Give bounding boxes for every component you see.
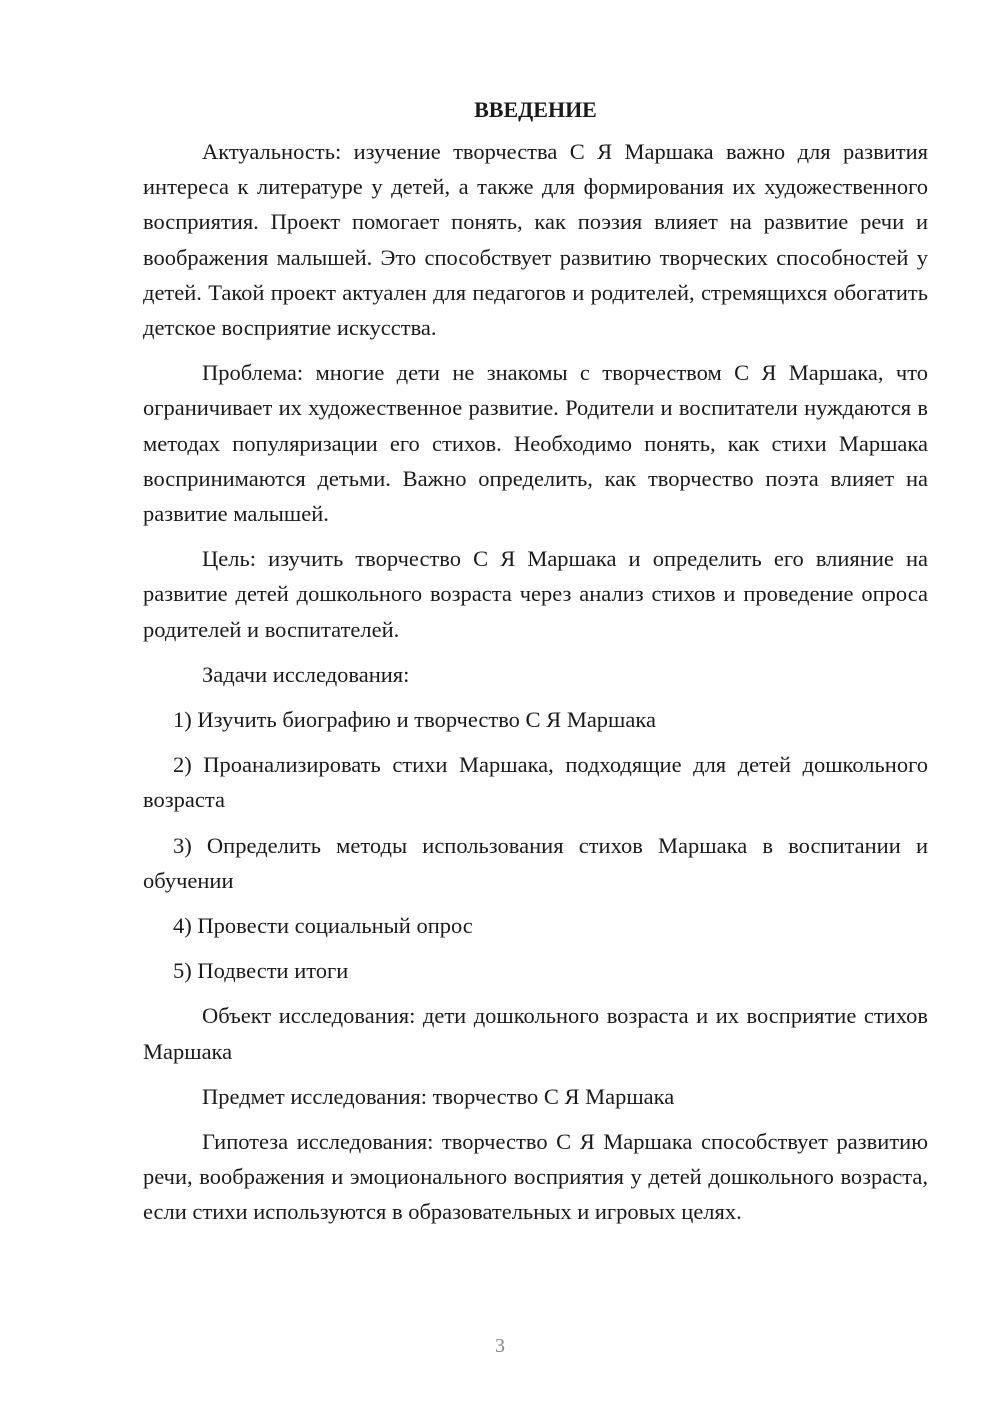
list-item: 4) Провести социальный опрос (173, 913, 473, 939)
list-item: 5) Подвести итоги (173, 958, 349, 984)
list-item: 3) Определить методы использования стихов Маршака в воспитании и обучении (143, 832, 928, 893)
paragraph-object: Объект исследования: дети дошкольного возраста и их восприятие стихов Маршака (143, 1003, 928, 1064)
paragraph-relevance: Актуальность: изучение творчества С Я Маршака важно для развития интереса к литературе у детей, а также для формирования их художественного восприятия. Проект помогает понять, как поэзия влияет на развитие речи и воображения малышей. Это способствует развитию творческих способностей у детей. Такой проект актуален для педагогов и родителей, стремящихся обогатить детское восприятие искусства. (143, 139, 928, 341)
page-title: ВВЕДЕНИЕ (474, 97, 597, 122)
list-item: 2) Проанализировать стихи Маршака, подходящие для детей дошкольного возраста (143, 752, 928, 813)
list-item: 1) Изучить биографию и творчество С Я Маршака (173, 707, 656, 733)
paragraph-problem: Проблема: многие дети не знакомы с творчеством С Я Маршака, что ограничивает их художественное развитие. Родители и воспитатели нуждаются в методах популяризации его стихов. Необходимо понять, как стихи Маршака воспринимаются детьми. Важно определить, как творчество поэта влияет на развитие малышей. (143, 360, 928, 527)
page-number: 3 (495, 1335, 505, 1357)
document-page (143, 92, 928, 1240)
paragraph-subject: Предмет исследования: творчество С Я Маршака (202, 1083, 675, 1109)
paragraph-hypothesis: Гипотеза исследования: творчество С Я Маршака способствует развитию речи, воображения и эмоционального восприятия у детей дошкольного возраста, если стихи используются в образовательных и игровых целях. (143, 1129, 928, 1225)
paragraph-tasks-heading: Задачи исследования: (202, 661, 410, 687)
paragraph-goal: Цель: изучить творчество С Я Маршака и определить его влияние на развитие детей дошкольного возраста через анализ стихов и проведение опроса родителей и воспитателей. (143, 546, 928, 642)
